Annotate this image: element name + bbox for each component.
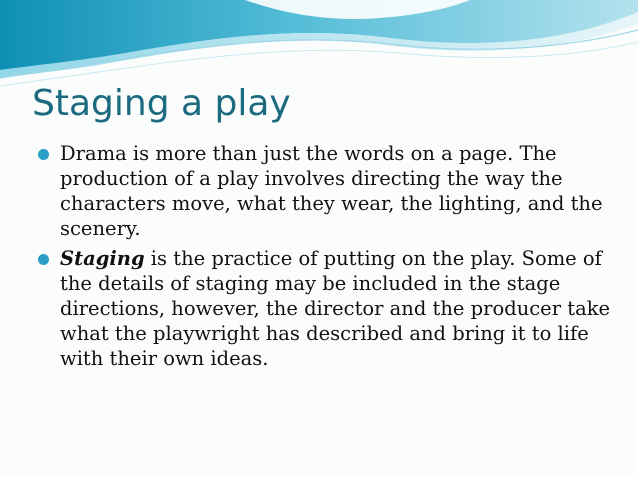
bullet-text: Drama is more than just the words on a page. The production of a play involves directing the way the characters move, what they wear, the lighting, and the scenery.: [60, 142, 603, 240]
bullet-dot-icon: [38, 254, 49, 265]
bullet-text: is the practice of putting on the play. Some of the details of staging may be included in the stage directions, however, the director and the producer take what the playwright has described and bring it to life with their own ideas.: [60, 247, 611, 370]
bullet-dot-icon: [38, 149, 49, 160]
bullet-item: [38, 141, 618, 241]
bullet-item: [38, 246, 618, 371]
bullet-list: [38, 141, 618, 376]
slide-title: Staging a play: [32, 83, 291, 124]
bullet-emphasis-term: Staging: [60, 247, 145, 270]
